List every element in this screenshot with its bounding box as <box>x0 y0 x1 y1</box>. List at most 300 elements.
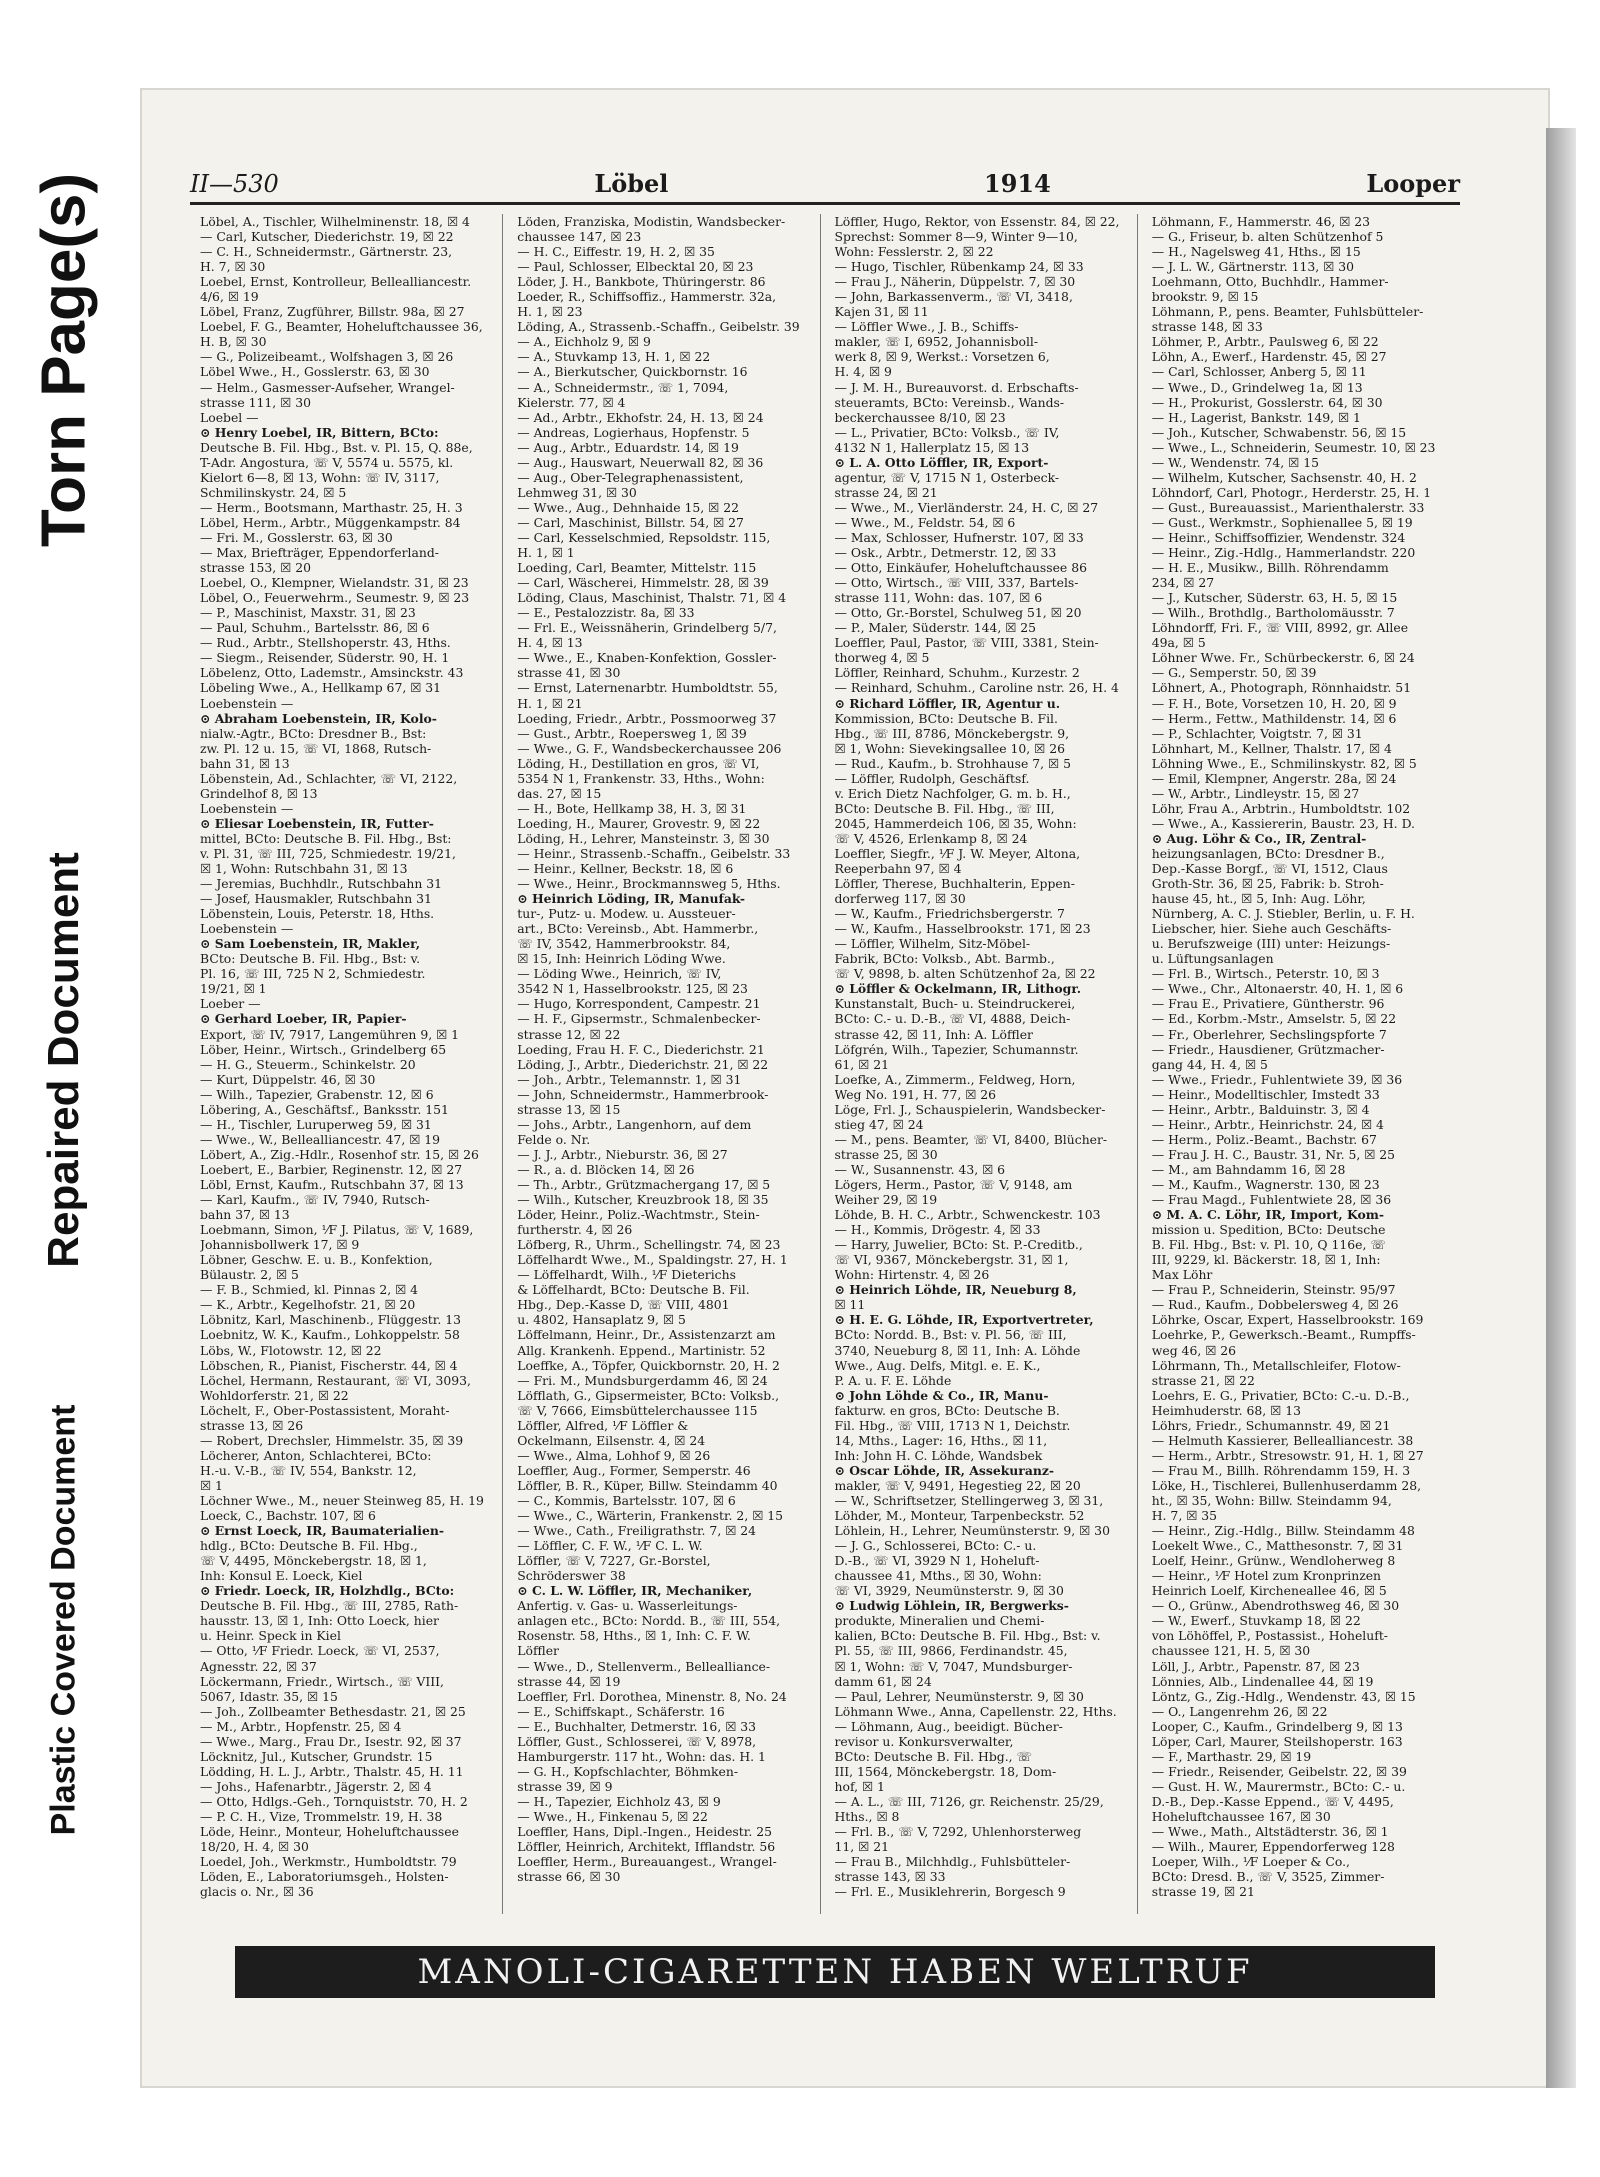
directory-entry: — Wwe., Marg., Frau Dr., Isestr. 92, ☒ 37 <box>200 1733 462 1749</box>
directory-entry: H. 1, ☒ 21 <box>517 695 583 711</box>
directory-entry: — Herm., Fettw., Mathildenstr. 14, ☒ 6 <box>1151 710 1397 726</box>
directory-entry: — Rud., Kaufm., Dobbelersweg 4, ☒ 26 <box>1151 1297 1399 1313</box>
directory-entry: — Wwe., Alma, Lohhof 9, ☒ 26 <box>517 1447 711 1463</box>
directory-entry: Lögers, Herm., Pastor, ☏ V, 9148, am <box>834 1177 1073 1192</box>
directory-column-1 <box>200 214 503 1914</box>
directory-entry: heizungsanlagen, BCto: Dresdner B., <box>1151 845 1385 861</box>
directory-entry: — J. J., Arbtr., Nieburstr. 36, ☒ 27 <box>517 1146 728 1162</box>
directory-entry: Löffler, ☏ V, 7227, Gr.-Borstel, <box>517 1553 711 1569</box>
directory-entry: — Fri. M., Mundsburgerdamm 46, ☒ 24 <box>517 1372 768 1388</box>
directory-entry: — Carl, Kutscher, Diederichstr. 19, ☒ 22 <box>200 229 454 245</box>
directory-entry: — Carl, Wäscherei, Himmelstr. 28, ☒ 39 <box>517 575 769 591</box>
directory-entry: Deutsche B. Fil. Hbg., ☏ III, 2785, Rath- <box>200 1598 459 1614</box>
directory-entry: Loebmann, Simon, ⅟F J. Pilatus, ☏ V, 1689, <box>200 1222 474 1238</box>
directory-entry: Loebert, E., Barbier, Reginenstr. 12, ☒ 27 <box>200 1161 463 1177</box>
directory-entry: Lehmweg 31, ☒ 30 <box>517 484 637 500</box>
directory-entry: D.-B., Dep.-Kasse Eppend., ☏ V, 4495, <box>1151 1793 1394 1809</box>
directory-entry: Löhning Wwe., E., Schmilinskystr. 82, ☒ 5 <box>1151 755 1417 771</box>
directory-entry: H. 7, ☒ 35 <box>1151 1508 1218 1524</box>
directory-entry: furtherstr. 4, ☒ 26 <box>517 1222 633 1238</box>
directory-entry: Löchner Wwe., M., neuer Steinweg 85, H. 19 <box>200 1492 484 1508</box>
directory-entry: ⊙ Heinrich Löhde, IR, Neueburg 8, <box>834 1282 1077 1298</box>
directory-entry: Löhrmann, Th., Metallschleifer, Flotow- <box>1151 1357 1401 1373</box>
directory-entry: Löding, Claus, Maschinist, Thalstr. 71, ☒ 4 <box>517 590 787 606</box>
directory-entry: — Heinr., Zig.-Hdlg., Hammerlandstr. 220 <box>1151 545 1416 561</box>
directory-entry: — Rud., Arbtr., Stellshoperstr. 43, Hths. <box>200 635 451 651</box>
directory-entry: — Jeremias, Buchhdlr., Rutschbahn 31 <box>200 876 443 892</box>
directory-entry: Loehmann, Otto, Buchhdlr., Hammer- <box>1151 274 1389 290</box>
directory-entry: — J., Kutscher, Süderstr. 63, H. 5, ☒ 15 <box>1151 590 1398 606</box>
directory-entry: Löffelhardt Wwe., M., Spaldingstr. 27, H. 1 <box>517 1252 788 1268</box>
directory-entry: ☏ VI, 3929, Neumünsterstr. 9, ☒ 30 <box>834 1583 1064 1599</box>
directory-entry: — H. F., Gipsermstr., Schmalenbecker- <box>517 1011 761 1027</box>
directory-entry: strasse 153, ☒ 20 <box>200 560 311 576</box>
directory-entry: — Heinr., Strassenb.-Schaffn., Geibelstr. 33 <box>517 845 791 861</box>
directory-entry: ⊙ Gerhard Loeber, IR, Papier- <box>200 1011 407 1027</box>
directory-entry: — P., Schlachter, Voigtstr. 7, ☒ 31 <box>1151 725 1363 741</box>
directory-entry: — H. G., Steuerm., Schinkelstr. 20 <box>200 1056 416 1072</box>
directory-entry: ☒ 1, Wohn: Rutschbahn 31, ☒ 13 <box>200 861 408 877</box>
directory-entry: ☏ V, 9898, b. alten Schützenhof 2a, ☒ 22 <box>834 966 1096 982</box>
directory-entry: mittel, BCto: Deutsche B. Fil. Hbg., Bst: <box>200 830 452 846</box>
directory-entry: Sprechst: Sommer 8—9, Winter 9—10, <box>834 229 1078 245</box>
directory-entry: u. Lüftungsanlagen <box>1151 951 1274 967</box>
directory-entry: ⊙ L. A. Otto Löffler, IR, Export- <box>834 454 1049 470</box>
directory-entry: — Fri. M., Gosslerstr. 63, ☒ 30 <box>200 529 393 545</box>
directory-entry: BCto: Nordd. B., Bst: v. Pl. 56, ☏ III, <box>834 1327 1067 1343</box>
directory-entry: ☒ 1, Wohn: Sievekingsallee 10, ☒ 26 <box>834 740 1065 756</box>
directory-entry: Löbering, A., Geschäftsf., Banksstr. 151 <box>200 1101 449 1117</box>
directory-entry: Inh: John H. C. Löhde, Wandsbek <box>834 1447 1043 1463</box>
directory-entry: — Joh., Arbtr., Telemannstr. 1, ☒ 31 <box>517 1071 742 1087</box>
directory-entry: — Wwe., Heinr., Brockmannsweg 5, Hths. <box>517 876 781 892</box>
directory-entry: u. 4802, Hansaplatz 9, ☒ 5 <box>517 1312 686 1328</box>
directory-entry: Loeffler, Frl. Dorothea, Minenstr. 8, No. 24 <box>517 1688 787 1704</box>
directory-entry: Reeperbahn 97, ☒ 4 <box>834 861 962 877</box>
directory-entry: chaussee 147, ☒ 23 <box>517 229 642 245</box>
directory-entry: Loebel — <box>200 409 259 425</box>
directory-entry: — Frau J. H. C., Baustr. 31, Nr. 5, ☒ 25 <box>1151 1146 1396 1162</box>
directory-entry: ☏ IV, 3542, Hammerbrookstr. 84, <box>517 936 731 952</box>
directory-entry: Löden, E., Laboratoriumsgeh., Holsten- <box>200 1869 449 1885</box>
directory-entry: Loeding, Friedr., Arbtr., Possmoorweg 37 <box>517 710 777 726</box>
directory-entry: — C. H., Schneidermstr., Gärtnerstr. 23, <box>200 244 453 260</box>
directory-entry: Loeffke, A., Töpfer, Quickbornstr. 20, H. 2 <box>517 1357 780 1373</box>
directory-entry: — G. H., Kopfschlachter, Böhmken- <box>517 1763 739 1779</box>
directory-entry: Hoheluftchaussee 167, ☒ 30 <box>1151 1808 1331 1824</box>
directory-entry: — Gust., Werkmstr., Sophienallee 5, ☒ 19 <box>1151 514 1413 530</box>
directory-entry: — Heinr., ⅟F Hotel zum Kronprinzen <box>1151 1568 1382 1584</box>
directory-entry: Löbel, O., Feuerwehrm., Seumestr. 9, ☒ 23 <box>200 590 470 606</box>
plastic-covered-label: Plastic Covered Document <box>44 1404 83 1836</box>
directory-entry: ☏ V, 7666, Eimsbüttelerchaussee 115 <box>517 1402 758 1418</box>
directory-column-3 <box>835 214 1138 1914</box>
directory-entry: Loeffler, Aug., Former, Semperstr. 46 <box>517 1462 751 1478</box>
directory-entry: Löffler, Gust., Schlosserei, ☏ V, 8978, <box>517 1733 757 1749</box>
directory-entry: Lödding, H. L. J., Arbtr., Thalstr. 45, H. 11 <box>200 1763 464 1779</box>
directory-entry: — W., Susannenstr. 43, ☒ 6 <box>834 1161 1006 1177</box>
directory-entry: Löfberg, R., Uhrm., Schellingstr. 74, ☒ 23 <box>517 1237 781 1253</box>
directory-entry: Felde o. Nr. <box>517 1131 591 1147</box>
directory-entry: — Hugo, Tischler, Rübenkamp 24, ☒ 33 <box>834 259 1084 275</box>
directory-entry: bahn 37, ☒ 13 <box>200 1207 290 1223</box>
directory-entry: Loeder, R., Schiffsoffiz., Hammerstr. 32a, <box>517 289 777 305</box>
directory-entry: Pl. 16, ☏ III, 725 N 2, Schmiedestr. <box>200 966 426 982</box>
directory-entry: Rosenstr. 58, Hths., ☒ 1, Inh: C. F. W. <box>517 1628 751 1644</box>
directory-entry: ⊙ Oscar Löhde, IR, Assekuranz- <box>834 1462 1055 1478</box>
directory-entry: H. 1, ☒ 1 <box>517 545 575 561</box>
directory-entry: — Heinr., Kellner, Beckstr. 18, ☒ 6 <box>517 861 734 877</box>
directory-entry: — John, Schneidermstr., Hammerbrook- <box>517 1086 769 1102</box>
scanned-page <box>140 88 1550 2088</box>
directory-entry: — A., Eichholz 9, ☒ 9 <box>517 334 651 350</box>
directory-entry: u. Heinr. Speck in Kiel <box>200 1628 341 1644</box>
directory-entry: Löhndorff, Fri. F., ☏ VIII, 8992, gr. Allee <box>1151 620 1409 636</box>
directory-entry: — Herm., Arbtr., Stresowstr. 91, H. 1, ☒ 27 <box>1151 1447 1424 1463</box>
directory-entry: — F. B., Schmied, kl. Pinnas 2, ☒ 4 <box>200 1282 419 1298</box>
directory-entry: 5067, Idastr. 35, ☒ 15 <box>200 1688 338 1704</box>
directory-entry: Lönnies, Alb., Lindenallee 44, ☒ 19 <box>1151 1673 1374 1689</box>
directory-entry: — Herm., Poliz.-Beamt., Bachstr. 67 <box>1151 1131 1377 1147</box>
directory-entry: — Frl. B., ☏ V, 7292, Uhlenhorsterweg <box>834 1824 1082 1840</box>
directory-entry: damm 61, ☒ 24 <box>834 1673 932 1689</box>
directory-entry: — W., Ewerf., Stuvkamp 18, ☒ 22 <box>1151 1613 1361 1629</box>
directory-entry: Löbel, A., Tischler, Wilhelminenstr. 18, ☒ 4 <box>200 214 470 229</box>
directory-entry: — Johs., Arbtr., Langenhorn, auf dem <box>517 1116 752 1132</box>
directory-entry: — Wwe., Aug., Dehnhaide 15, ☒ 22 <box>517 499 739 515</box>
directory-entry: — Aug., Hauswart, Neuerwall 82, ☒ 36 <box>517 454 764 470</box>
directory-entry: Loebenstein — <box>200 695 294 711</box>
directory-entry: Loeffler, Hans, Dipl.-Ingen., Heidestr. 25 <box>517 1824 772 1840</box>
directory-entry: — Wilh., Kutscher, Kreuzbrook 18, ☒ 35 <box>517 1192 769 1208</box>
directory-entry: — Wwe., Friedr., Fuhlentwiete 39, ☒ 36 <box>1151 1071 1403 1087</box>
directory-entry: gang 44, H. 4, ☒ 5 <box>1151 1056 1268 1072</box>
directory-entry: — H., Tischler, Luruperweg 59, ☒ 31 <box>200 1116 432 1132</box>
directory-entry: Löhmann, P., pens. Beamter, Fuhlsbütteler- <box>1151 304 1424 320</box>
directory-entry: Löcherer, Anton, Schlachterei, BCto: <box>200 1447 432 1463</box>
directory-entry: Löden, Franziska, Modistin, Wandsbecker- <box>517 214 786 229</box>
directory-entry: Schmilinskystr. 24, ☒ 5 <box>200 484 347 500</box>
directory-entry: 4/6, ☒ 19 <box>200 289 259 305</box>
directory-entry: Löhndorf, Carl, Photogr., Herderstr. 25, H. 1 <box>1151 484 1432 500</box>
directory-entry: H. 4, ☒ 13 <box>517 635 583 651</box>
directory-entry: Kielerstr. 77, ☒ 4 <box>517 394 626 410</box>
directory-entry: strasse 24, ☒ 21 <box>834 484 938 500</box>
directory-entry: ⊙ Heinrich Löding, IR, Manufak- <box>517 891 746 907</box>
directory-entry: 19/21, ☒ 1 <box>200 981 267 997</box>
directory-entry: — Löffler Wwe., J. B., Schiffs- <box>834 319 1019 335</box>
directory-entry: Johannisbollwerk 17, ☒ 9 <box>200 1237 360 1253</box>
directory-entry: BCto: Dresd. B., ☏ V, 3525, Zimmer- <box>1151 1869 1385 1885</box>
directory-entry: Löffler, Heinrich, Architekt, Ifflandstr. 56 <box>517 1839 776 1855</box>
directory-entry: Löhnhart, M., Kellner, Thalstr. 17, ☒ 4 <box>1151 740 1392 756</box>
directory-entry: — Aug., Arbtr., Eduardstr. 14, ☒ 19 <box>517 439 739 455</box>
directory-entry: — C., Kommis, Bartelsstr. 107, ☒ 6 <box>517 1492 736 1508</box>
directory-entry: H. 7, ☒ 30 <box>200 259 266 275</box>
directory-entry: — Hugo, Korrespondent, Campestr. 21 <box>517 996 761 1012</box>
directory-entry: 61, ☒ 21 <box>834 1056 889 1072</box>
directory-entry: — Wwe., W., Bellealliancestr. 47, ☒ 19 <box>200 1131 441 1147</box>
directory-entry: — Wwe., D., Stellenverm., Bellealliance- <box>517 1658 771 1674</box>
directory-entry: ⊙ Richard Löffler, IR, Agentur u. <box>834 695 1061 711</box>
directory-entry: Hths., ☒ 8 <box>834 1808 900 1824</box>
directory-entry: ⊙ Aug. Löhr & Co., IR, Zentral- <box>1151 830 1367 846</box>
directory-entry: Löhmann Wwe., Anna, Capellenstr. 22, Hths. <box>834 1703 1117 1719</box>
directory-entry: makler, ☏ I, 6952, Johannisboll- <box>834 334 1039 350</box>
directory-columns <box>200 214 1455 1914</box>
directory-entry: strasse 44, ☒ 19 <box>517 1673 621 1689</box>
directory-entry: Loeding, Frau H. F. C., Diederichstr. 21 <box>517 1041 765 1057</box>
page-number: II—530 <box>190 170 279 198</box>
directory-entry: Löhde, B. H. C., Arbtr., Schwenckestr. 103 <box>834 1207 1101 1223</box>
directory-entry: hause 45, ht., ☒ 5, Inh: Aug. Löhr, <box>1151 891 1366 907</box>
directory-entry: — Th., Arbtr., Grützmachergang 17, ☒ 5 <box>517 1177 771 1192</box>
directory-entry: — Reinhard, Schuhm., Caroline nstr. 26, H. 4 <box>834 680 1119 696</box>
directory-entry: Wohn: Fesslerstr. 2, ☒ 22 <box>834 244 994 260</box>
directory-entry: — Carl, Schlosser, Anberg 5, ☒ 11 <box>1151 364 1367 380</box>
directory-entry: — W., Kaufm., Hasselbrookstr. 171, ☒ 23 <box>834 921 1091 937</box>
directory-entry: — Wwe., G. F., Wandsbeckerchaussee 206 <box>517 740 782 756</box>
directory-entry: Loeber — <box>200 996 261 1012</box>
header-right-word: Looper <box>1366 169 1460 198</box>
directory-entry: — Frau B., Milchhdlg., Fuhlsbütteler- <box>834 1854 1071 1870</box>
directory-entry: — A., Bierkutscher, Quickbornstr. 16 <box>517 364 748 380</box>
directory-entry: strasse 13, ☒ 15 <box>517 1101 621 1117</box>
directory-entry: — Frau M., Billh. Röhrendamm 159, H. 3 <box>1151 1462 1411 1478</box>
directory-entry: Nürnberg, A. C. J. Stiebler, Berlin, u. F. H. <box>1151 906 1415 922</box>
directory-entry: — Paul, Lehrer, Neumünsterstr. 9, ☒ 30 <box>834 1688 1084 1704</box>
directory-entry: III, 1564, Mönckebergstr. 18, Dom- <box>834 1763 1057 1779</box>
directory-entry: Löding, J., Arbtr., Diederichstr. 21, ☒ 22 <box>517 1056 769 1072</box>
directory-entry: Wwe., Aug. Delfs, Mitgl. e. E. K., <box>834 1357 1041 1373</box>
directory-entry: mission u. Spedition, BCto: Deutsche <box>1151 1222 1386 1238</box>
directory-entry: 14, Mths., Lager: 16, Hths., ☒ 11, <box>834 1432 1048 1448</box>
directory-entry: ☒ 1, Wohn: ☏ V, 7047, Mundsburger- <box>834 1658 1073 1674</box>
directory-entry: — Paul, Schlosser, Elbecktal 20, ☒ 23 <box>517 259 754 275</box>
directory-entry: Loebenstein — <box>200 800 294 816</box>
directory-entry: Löffler <box>517 1643 559 1659</box>
directory-entry: strasse 42, ☒ 11, Inh: A. Löffler <box>834 1026 1033 1042</box>
directory-entry: — Max, Briefträger, Eppendorferland- <box>200 545 439 561</box>
directory-entry: ☏ V, 4526, Erlenkamp 8, ☒ 24 <box>834 830 1028 846</box>
directory-entry: — F., Marthastr. 29, ☒ 19 <box>1151 1748 1312 1764</box>
directory-entry: — Harry, Juwelier, BCto: St. P.-Creditb., <box>834 1237 1083 1253</box>
directory-entry: — R., a. d. Blöcken 14, ☒ 26 <box>517 1161 695 1177</box>
directory-entry: BCto: Deutsche B. Fil. Hbg., ☏ III, <box>834 800 1055 816</box>
directory-entry: tur-, Putz- u. Modew. u. Aussteuer- <box>517 906 736 922</box>
directory-entry: Löbel, Franz, Zugführer, Billstr. 98a, ☒ 27 <box>200 304 465 320</box>
directory-entry: Loebel, Ernst, Kontrolleur, Bellealliancestr. <box>200 274 472 290</box>
directory-entry: Schröderswег 38 <box>517 1568 626 1584</box>
directory-entry: Loeffler, Siegfr., ⅟F J. W. Meyer, Altona, <box>834 845 1081 861</box>
directory-entry: — Carl, Maschinist, Billstr. 54, ☒ 27 <box>517 514 744 530</box>
directory-entry: strasse 25, ☒ 30 <box>834 1146 938 1162</box>
directory-entry: — Karl, Kaufm., ☏ IV, 7940, Rutsch- <box>200 1192 430 1208</box>
page-edge-shadow <box>1546 128 1576 2088</box>
directory-entry: Löbner, Geschw. E. u. B., Konfektion, <box>200 1252 433 1268</box>
directory-entry: ht., ☒ 35, Wohn: Billw. Steindamm 94, <box>1151 1492 1392 1508</box>
directory-entry: — Friedr., Hausdiener, Grützmacher- <box>1151 1041 1385 1057</box>
directory-entry: H. 1, ☒ 23 <box>517 304 583 320</box>
directory-entry: — H., Bote, Hellkamp 38, H. 3, ☒ 31 <box>517 800 747 816</box>
directory-entry: strasse 66, ☒ 30 <box>517 1869 621 1885</box>
directory-entry: Löder, J. H., Bankbote, Thüringerstr. 86 <box>517 274 766 290</box>
directory-entry: — Ed., Korbm.-Mstr., Amselstr. 5, ☒ 22 <box>1151 1011 1397 1027</box>
directory-entry: — Helmuth Kassierer, Bellealliancestr. 38 <box>1151 1432 1414 1448</box>
directory-column-2 <box>517 214 820 1914</box>
directory-entry: BCto: Deutsche B. Fil. Hbg., Bst: v. <box>200 951 421 967</box>
directory-entry: — H., Kommis, Drögestr. 4, ☒ 33 <box>834 1222 1041 1238</box>
directory-entry: Looper, C., Kaufm., Grindelberg 9, ☒ 13 <box>1151 1718 1403 1734</box>
directory-entry: — Wwe., H., Finkenau 5, ☒ 22 <box>517 1808 708 1824</box>
directory-entry: — Gust., Bureauassist., Marienthalerstr. 33 <box>1151 499 1425 515</box>
directory-entry: Löhner Wwe. Fr., Schürbeckerstr. 6, ☒ 24 <box>1151 650 1415 666</box>
directory-entry: — Max, Schlosser, Hufnerstr. 107, ☒ 33 <box>834 529 1084 545</box>
directory-entry: nialw.-Agtr., BCto: Dresdner B., Bst: <box>200 725 427 741</box>
directory-entry: Löll, J., Arbtr., Papenstr. 87, ☒ 23 <box>1151 1658 1360 1674</box>
directory-entry: — Löhmann, Aug., beeidigt. Bücher- <box>834 1718 1063 1734</box>
directory-entry: — P. C. H., Vize, Trommelstr. 19, H. 38 <box>200 1808 443 1824</box>
directory-entry: — Otto, Gr.-Borstel, Schulweg 51, ☒ 20 <box>834 605 1082 621</box>
directory-entry: 3740, Neueburg 8, ☒ 11, Inh: A. Löhde <box>834 1342 1081 1358</box>
directory-entry: Löhnert, A., Photograph, Rönnhaidstr. 51 <box>1151 680 1412 696</box>
directory-entry: ⊙ H. E. G. Löhde, IR, Exportvertreter, <box>834 1312 1094 1328</box>
directory-entry: Heimhuderstr. 68, ☒ 13 <box>1151 1402 1301 1418</box>
directory-entry: Loehrke, P., Gewerksch.-Beamt., Rumpffs- <box>1151 1327 1416 1343</box>
directory-entry: — Paul, Schuhm., Bartelsstr. 86, ☒ 6 <box>200 620 430 636</box>
directory-entry: revisor u. Konkursverwalter, <box>834 1733 1014 1749</box>
directory-entry: Deutsche B. Fil. Hbg., Bst. v. Pl. 15, Q. 88e, <box>200 439 473 455</box>
directory-entry: Löhmann, F., Hammerstr. 46, ☒ 23 <box>1151 214 1371 229</box>
directory-entry: beckerchaussee 8/10, ☒ 23 <box>834 409 1006 425</box>
directory-entry: Löffler, Reinhard, Schuhm., Kurzestr. 2 <box>834 665 1080 681</box>
directory-entry: das. 27, ☒ 15 <box>517 785 602 801</box>
directory-entry: Export, ☏ IV, 7917, Langemühren 9, ☒ 1 <box>200 1026 460 1042</box>
directory-entry: — J. L. W., Gärtnerstr. 113, ☒ 30 <box>1151 259 1354 275</box>
directory-entry: — W., Kaufm., Friedrichsbergerstr. 7 <box>834 906 1065 922</box>
directory-entry: — H., Nagelsweg 41, Hths., ☒ 15 <box>1151 244 1361 260</box>
directory-entry: weg 46, ☒ 26 <box>1151 1342 1237 1358</box>
directory-entry: ⊙ Ernst Loeck, IR, Baumaterialien- <box>200 1523 444 1539</box>
directory-entry: — Otto, Hdlgs.-Geh., Tornquiststr. 70, H. 2 <box>200 1793 468 1809</box>
directory-entry: — Löffler, C. F. W., ⅟F C. L. W. <box>517 1538 703 1554</box>
directory-entry: P. A. u. F. E. Löhde <box>834 1372 952 1388</box>
directory-entry: — A., Schneidermstr., ☏ 1, 7094, <box>517 379 729 395</box>
directory-entry: 11, ☒ 21 <box>834 1839 889 1855</box>
directory-entry: — M., pens. Beamter, ☏ VI, 8400, Blücher- <box>834 1131 1108 1147</box>
directory-entry: — A., Stuvkamp 13, H. 1, ☒ 22 <box>517 349 711 365</box>
directory-entry: art., BCto: Vereinsb., Abt. Hammerbr., <box>517 921 759 937</box>
directory-entry: — J. G., Schlosserei, BCto: C.- u. <box>834 1538 1037 1554</box>
directory-entry: brookstr. 9, ☒ 15 <box>1151 289 1259 305</box>
directory-entry: strasse 39, ☒ 9 <box>517 1778 613 1794</box>
directory-entry: Loebenstein — <box>200 921 294 937</box>
directory-entry: strasse 21, ☒ 22 <box>1151 1372 1255 1388</box>
directory-entry: — Heinr., Arbtr., Heinrichstr. 24, ☒ 4 <box>1151 1116 1384 1132</box>
header-year: 1914 <box>984 169 1051 198</box>
directory-entry: — P., Maschinist, Maxstr. 31, ☒ 23 <box>200 605 416 621</box>
directory-entry: — E., Buchhalter, Detmerstr. 16, ☒ 33 <box>517 1718 757 1734</box>
directory-entry: Kielort 6—8, ☒ 13, Wohn: ☏ IV, 3117, <box>200 469 440 485</box>
directory-entry: strasse 19, ☒ 21 <box>1151 1884 1255 1900</box>
directory-entry: — Wwe., L., Schneiderin, Seumestr. 10, ☒ 23 <box>1151 439 1436 455</box>
directory-entry: makler, ☏ V, 9491, Hegestieg 22, ☒ 20 <box>834 1477 1081 1493</box>
directory-entry: — Gust., Arbtr., Roepersweg 1, ☒ 39 <box>517 725 747 741</box>
directory-entry: — Rud., Kaufm., b. Strohhause 7, ☒ 5 <box>834 755 1071 771</box>
directory-entry: 5354 N 1, Frankenstr. 33, Hths., Wohn: <box>517 770 765 786</box>
directory-entry: produkte, Mineralien und Chemi- <box>834 1613 1045 1629</box>
directory-entry: Löhmer, P., Arbtr., Paulsweg 6, ☒ 22 <box>1151 334 1379 350</box>
directory-entry: — Wilhelm, Kutscher, Sachsenstr. 40, H. 2 <box>1151 469 1417 485</box>
directory-entry: — Aug., Ober-Telegraphenassistent, <box>517 469 744 485</box>
directory-entry: — Kurt, Düppelstr. 46, ☒ 30 <box>200 1071 376 1087</box>
directory-entry: Löfgrén, Wilh., Tapezier, Schumannstr. <box>834 1041 1079 1057</box>
directory-entry: steueramts, BCto: Vereinsb., Wands- <box>834 394 1065 410</box>
directory-entry: hof, ☒ 1 <box>834 1778 885 1794</box>
directory-entry: Löffler, B. R., Küper, Billw. Steindamm 40 <box>517 1477 778 1493</box>
directory-entry: ☒ 1 <box>200 1477 223 1493</box>
directory-entry: Max Löhr <box>1151 1267 1213 1283</box>
directory-entry: — H., Tapezier, Eichholz 43, ☒ 9 <box>517 1793 721 1809</box>
directory-entry: & Löffelhardt, BCto: Deutsche B. Fil. <box>517 1282 750 1298</box>
directory-entry: anlagen etc., BCto: Nordd. B., ☏ III, 554, <box>517 1613 781 1629</box>
directory-entry: Löcknitz, Jul., Kutscher, Grundstr. 15 <box>200 1748 433 1764</box>
directory-entry: Löge, Frl. J., Schauspielerin, Wandsbecker- <box>834 1101 1106 1117</box>
directory-entry: — Joh., Zollbeamter Bethesdastr. 21, ☒ 25 <box>200 1703 466 1719</box>
directory-entry: Groth-Str. 36, ☒ 25, Fabrik: b. Stroh- <box>1151 876 1384 892</box>
directory-entry: kalien, BCto: Deutsche B. Fil. Hbg., Bst: v. <box>834 1628 1101 1644</box>
directory-entry: ☏ VI, 9367, Mönckebergstr. 31, ☒ 1, <box>834 1252 1069 1268</box>
directory-entry: — Ernst, Laternenarbtr. Humboldtstr. 55, <box>517 680 778 696</box>
directory-entry: 2045, Hammerdeich 106, ☒ 35, Wohn: <box>834 815 1077 831</box>
directory-entry: v. Erich Dietz Nachfolger, G. m. b. H., <box>834 785 1071 801</box>
directory-entry: ⊙ Friedr. Loeck, IR, Holzhdlg., BCto: <box>200 1583 455 1599</box>
directory-entry: — Frl. E., Musiklehrerin, Borgesch 9 <box>834 1884 1066 1900</box>
directory-entry: bahn 31, ☒ 13 <box>200 755 290 771</box>
directory-entry: — Löffelhardt, Wilh., ⅟F Dieterichs <box>517 1267 736 1283</box>
directory-entry: Weg No. 191, H. 77, ☒ 26 <box>834 1086 997 1102</box>
directory-entry: Allg. Krankenh. Eppend., Martinistr. 52 <box>517 1342 766 1358</box>
directory-column-4 <box>1152 214 1455 1914</box>
directory-entry: ⊙ Sam Loebenstein, IR, Makler, <box>200 936 421 952</box>
directory-entry: B. Fil. Hbg., Bst: v. Pl. 10, Q 116e, ☏ <box>1151 1237 1386 1253</box>
directory-entry: ⊙ M. A. C. Löhr, IR, Import, Kom- <box>1151 1207 1384 1223</box>
directory-entry: ☒ 11 <box>834 1297 866 1313</box>
directory-entry: — Gust. H. W., Maurermstr., BCto: C.- u. <box>1151 1778 1406 1794</box>
directory-entry: — Wwe., E., Knaben-Konfektion, Gossler- <box>517 650 777 666</box>
directory-entry: — Heinr., Modelltischler, Imstedt 33 <box>1151 1086 1380 1102</box>
directory-entry: — G., Polizeibeamt., Wolfshagen 3, ☒ 26 <box>200 349 454 365</box>
directory-entry: — Frau J., Näherin, Düppelstr. 7, ☒ 30 <box>834 274 1076 290</box>
directory-entry: Pl. 55, ☏ III, 9866, Ferdinandstr. 45, <box>834 1643 1068 1659</box>
directory-entry: — W., Wendenstr. 74, ☒ 15 <box>1151 454 1319 470</box>
directory-entry: Löke, H., Tischlerei, Bullenhuserdamm 28, <box>1151 1477 1422 1493</box>
directory-entry: — W., Schriftsetzer, Stellingerweg 3, ☒ 31, <box>834 1492 1104 1508</box>
directory-entry: — Andreas, Logierhaus, Hopfenstr. 5 <box>517 424 750 440</box>
directory-entry: Löbeling Wwe., A., Hellkamp 67, ☒ 31 <box>200 680 442 696</box>
directory-entry: — Wwe., Math., Altstädterstr. 36, ☒ 1 <box>1151 1824 1389 1840</box>
directory-entry: 18/20, H. 4, ☒ 30 <box>200 1839 309 1855</box>
directory-entry: Hbg., ☏ III, 8786, Mönckebergstr. 9, <box>834 725 1070 741</box>
directory-entry: — Frau P., Schneiderin, Steinstr. 95/97 <box>1151 1282 1396 1298</box>
directory-entry: Löffelmann, Heinr., Dr., Assistenzarzt am <box>517 1327 776 1343</box>
directory-entry: Löding, H., Lehrer, Mansteinstr. 3, ☒ 30 <box>517 830 770 846</box>
directory-entry: Löbert, A., Zig.-Hdlr., Rosenhof str. 15, ☒ 26 <box>200 1146 479 1162</box>
header-left-word: Löbel <box>594 169 669 198</box>
directory-entry: chaussee 121, H. 5, ☒ 30 <box>1151 1643 1311 1659</box>
directory-entry: ⊙ C. L. W. Löffler, IR, Mechaniker, <box>517 1583 753 1599</box>
directory-entry: — Wwe., M., Vierländerstr. 24, H. C, ☒ 27 <box>834 499 1099 515</box>
